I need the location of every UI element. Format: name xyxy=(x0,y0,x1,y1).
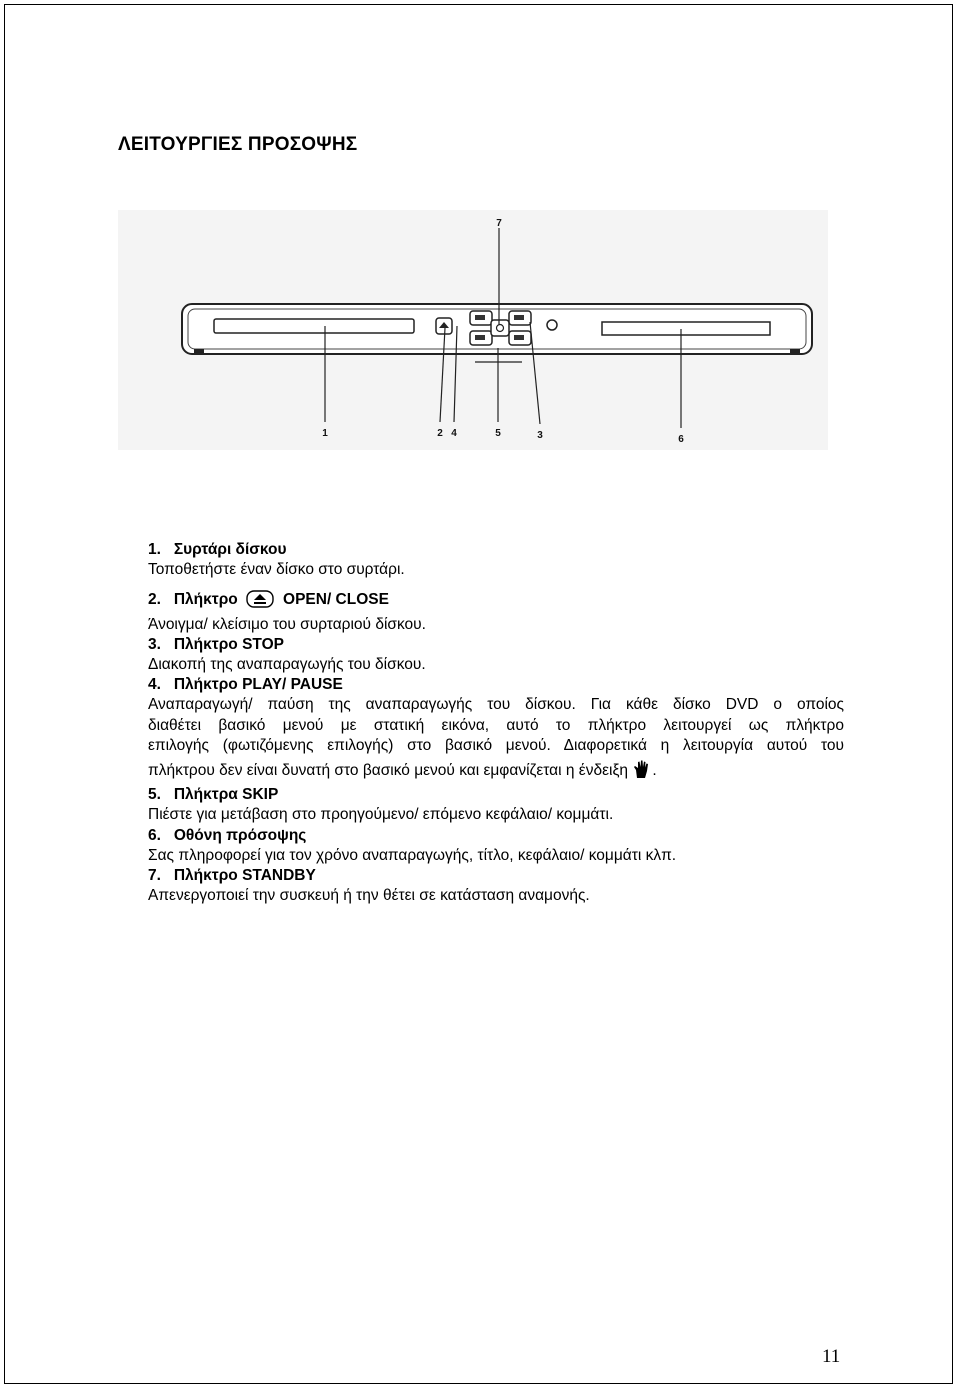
list-item-title: 3. Πλήκτρο STOP xyxy=(148,635,284,653)
list-item-title: 1. Συρτάρι δίσκου xyxy=(148,541,287,558)
list-item-title: 7. Πλήκτρο STANDBY xyxy=(148,867,316,885)
list-item-desc: Σας πληροφορεί για τον χρόνο αναπαραγωγής, τίτλο, κεφάλαιο/ κομμάτι κλπ. xyxy=(148,846,677,864)
callout-6: 6 xyxy=(678,434,684,445)
callout-2: 2 xyxy=(437,428,443,439)
disc-tray xyxy=(214,319,414,333)
ir-sensor xyxy=(547,320,557,330)
list-item-title: 4. Πλήκτρο PLAY/ PAUSE xyxy=(148,676,343,694)
page-title: ΛΕΙΤΟΥΡΓΙΕΣ ΠΡΟΣΟΨΗΣ xyxy=(118,134,358,155)
list-item-desc: Τοποθετήστε έναν δίσκο στο συρτάρι. xyxy=(148,561,405,579)
list-item-desc-line: επιλογής (φωτιζόμενης επιλογής) στο βασικό μενού. Διαφορετικά η λειτουργία αυτού του xyxy=(148,736,844,754)
hand-icon xyxy=(632,759,652,785)
list-item-desc: Διακοπή της αναπαραγωγής του δίσκου. xyxy=(148,656,426,674)
page-number: 11 xyxy=(822,1346,841,1367)
dvd-front-panel-diagram xyxy=(118,210,828,450)
front-panel-figure xyxy=(118,210,828,450)
front-display xyxy=(602,322,770,335)
callout-7: 7 xyxy=(496,218,502,229)
callout-1: 1 xyxy=(322,428,328,439)
standby-button xyxy=(491,320,509,336)
list-item-desc-line: διαθέτει βασικό μενού με στατική εικόνα, αυτό το πλήκτρο λειτουργεί ως πλήκτρο xyxy=(148,716,844,734)
list-item-desc-line: πλήκτρου δεν είναι δυνατή στο βασικό μενού και εμφανίζεται η ένδειξη . xyxy=(148,759,844,785)
callout-4: 4 xyxy=(451,428,457,439)
list-item-title: 2. Πλήκτρο OPEN/ CLOSE xyxy=(148,590,844,614)
list-item-title: 6. Οθόνη πρόσοψης xyxy=(148,826,307,844)
list-item-title: 5. Πλήκτρα SKIP xyxy=(148,786,279,804)
list-item-desc: Απενεργοποιεί την συσκευή ή την θέτει σε κατάσταση αναμονής. xyxy=(148,887,590,905)
function-list xyxy=(148,540,844,906)
list-item-desc: Πιέστε για μετάβαση στο προηγούμενο/ επόμενο κεφάλαιο/ κομμάτι. xyxy=(148,806,614,824)
eject-icon xyxy=(246,590,274,614)
callout-3: 3 xyxy=(537,430,543,441)
list-item-desc: Άνοιγμα/ κλείσιμο του συρταριού δίσκου. xyxy=(148,615,426,633)
callout-5: 5 xyxy=(495,428,501,439)
list-item-desc-line: Αναπαραγωγή/ παύση της αναπαραγωγής του δίσκου. Για κάθε δίσκο DVD ο οποίος xyxy=(148,696,844,714)
eject-button xyxy=(436,318,452,334)
